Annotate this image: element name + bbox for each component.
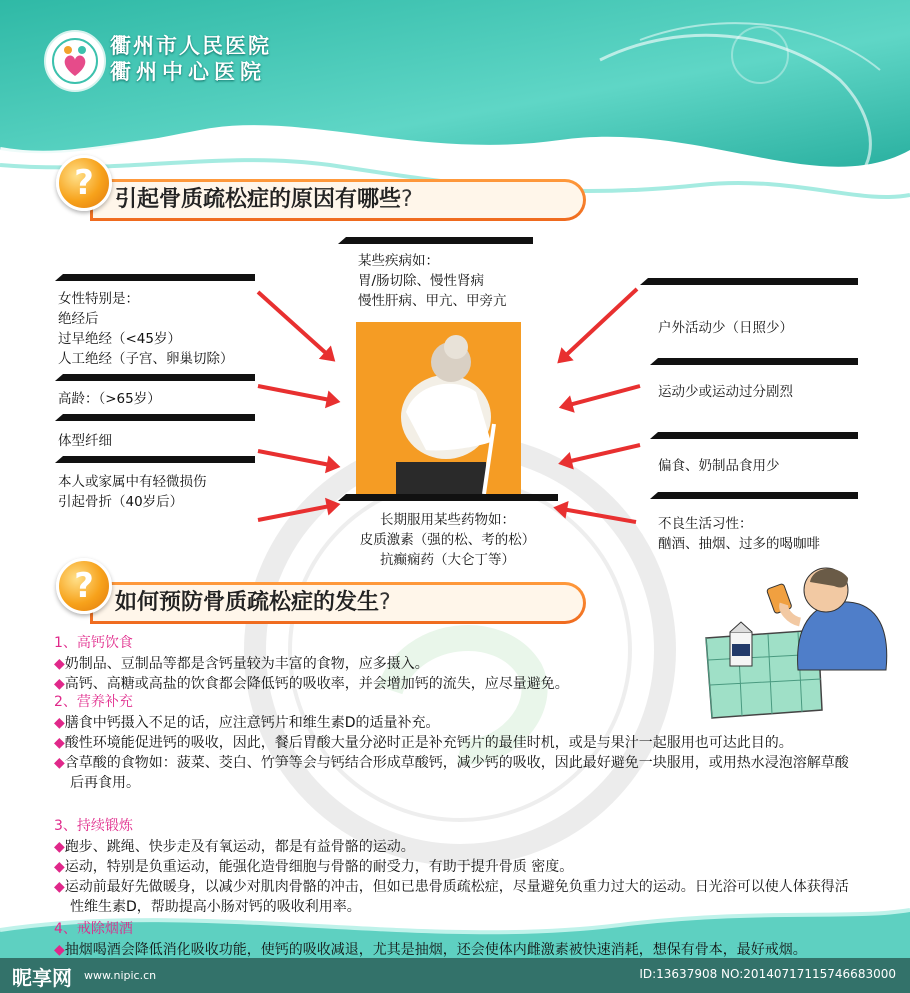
hospital-name-line1: 衢州市人民医院 xyxy=(110,34,271,58)
prevention-list xyxy=(54,633,694,694)
cause-line: 户外活动少（日照少） xyxy=(658,320,793,336)
bullet-diamond-icon: ◆ xyxy=(54,676,65,692)
cause-bottom-line: 抗癫痫药（大仑丁等） xyxy=(380,552,515,568)
cause-right-4 xyxy=(658,514,820,554)
cause-left-bar xyxy=(55,456,255,463)
red-arrow-icon xyxy=(559,288,639,363)
list-item: ◆高钙、高糖或高盐的饮食都会降低钙的吸收率，并会增加钙的流失，应尽量避免。 xyxy=(54,676,569,692)
prevention-list xyxy=(54,816,854,917)
list-item: ◆含草酸的食物如：菠菜、茭白、竹笋等会与钙结合形成草酸钙，减少钙的吸收，因此最好避免一块服用，或用热水浸泡溶解草酸后再食用。 xyxy=(54,755,849,791)
cause-line: 酗酒、抽烟、过多的喝咖啡 xyxy=(658,536,820,552)
hospital-name-line2: 衢州中心医院 xyxy=(110,60,266,84)
bullet-diamond-icon: ◆ xyxy=(54,656,65,672)
question-mark-icon: ? xyxy=(56,155,112,211)
cause-line: 运动少或运动过分剧烈 xyxy=(658,384,793,400)
cause-left-1 xyxy=(58,289,234,369)
section1-title: 引起骨质疏松症的原因有哪些 xyxy=(115,187,402,212)
source-site-name: 昵享网 xyxy=(12,966,72,990)
cause-line: 高龄：（>65岁） xyxy=(58,391,161,407)
group-heading: 4、戒除烟酒 xyxy=(54,921,133,937)
cause-left-bar xyxy=(55,374,255,381)
group-heading: 1、高钙饮食 xyxy=(54,635,133,651)
cause-left-bar xyxy=(55,274,255,281)
prevention-list xyxy=(54,692,854,793)
cause-top-line: 慢性肝病、甲亢、甲旁亢 xyxy=(358,293,507,309)
cause-left-4 xyxy=(58,472,207,512)
cause-top-line: 某些疾病如： xyxy=(358,253,439,269)
bullet-diamond-icon: ◆ xyxy=(54,715,65,731)
bullet-diamond-icon: ◆ xyxy=(54,859,65,875)
bullet-diamond-icon: ◆ xyxy=(54,879,65,895)
image-id-text: ID:13637908 NO:20140717115746683000 xyxy=(639,967,896,981)
cause-left-bar xyxy=(55,414,255,421)
cause-top-line: 胃/肠切除、慢性肾病 xyxy=(358,273,485,289)
source-site-url: www.nipic.cn xyxy=(84,969,157,982)
cause-bottom-line: 皮质激素（强的松、考的松） xyxy=(359,532,536,548)
cause-bottom-bar xyxy=(338,494,558,501)
section2-title: 如何预防骨质疏松症的发生 xyxy=(115,590,380,615)
group-heading: 2、营养补充 xyxy=(54,694,133,710)
bullet-diamond-icon: ◆ xyxy=(54,735,65,751)
section2-title-qmark: ? xyxy=(379,590,391,615)
cause-line: 偏食、奶制品食用少 xyxy=(658,458,780,474)
prevention-list xyxy=(54,919,854,960)
bullet-diamond-icon: ◆ xyxy=(54,839,65,855)
cause-line: 绝经后 xyxy=(58,311,99,327)
cause-line: 引起骨折（40岁后） xyxy=(58,494,184,510)
source-watermark xyxy=(0,958,910,993)
list-item: ◆运动，特别是负重运动，能强化造骨细胞与骨骼的耐受力，有助于提升骨质 密度。 xyxy=(54,859,574,875)
red-arrow-icon xyxy=(258,384,337,403)
cause-bottom xyxy=(345,510,550,570)
red-arrow-icon xyxy=(562,384,640,409)
cause-line: 本人或家属中有轻微损伤 xyxy=(58,474,207,490)
hospital-logo-icon xyxy=(44,30,106,92)
cause-line: 女性特别是： xyxy=(58,291,139,307)
group-heading: 3、持续锻炼 xyxy=(54,818,133,834)
cause-left-2 xyxy=(58,389,161,409)
cause-top-bar xyxy=(338,237,533,244)
cause-line: 人工绝经（子宫、卵巢切除） xyxy=(58,351,234,367)
list-item: ◆膳食中钙摄入不足的话，应注意钙片和维生素D的适量补充。 xyxy=(54,715,440,731)
question-mark-icon: ? xyxy=(56,558,112,614)
list-item: ◆跑步、跳绳、快步走及有氧运动，都是有益骨骼的运动。 xyxy=(54,839,415,855)
cause-right-bar xyxy=(650,432,858,439)
section1-title-banner xyxy=(90,179,586,221)
cause-bottom-line: 长期服用某些药物如： xyxy=(380,512,515,528)
red-arrow-icon xyxy=(257,291,334,361)
list-item: ◆奶制品、豆制品等都是含钙量较为丰富的食物，应多摄入。 xyxy=(54,656,429,672)
list-item: ◆抽烟喝酒会降低消化吸收功能，使钙的吸收减退，尤其是抽烟，还会使体内雌激素被快速消耗，想保有骨本，最好戒烟。 xyxy=(54,942,807,958)
cause-right-2 xyxy=(658,382,793,402)
bullet-diamond-icon: ◆ xyxy=(54,942,65,958)
list-item: ◆运动前最好先做暖身，以减少对肌肉骨骼的冲击，但如已患骨质疏松症，尽量避免负重力过大的运动。日光浴可以使人体获得活性维生素D，帮助提高小肠对钙的吸收利用率。 xyxy=(54,879,849,915)
cause-right-1 xyxy=(658,318,793,338)
cause-line: 体型纤细 xyxy=(58,433,112,449)
cause-top xyxy=(358,251,507,311)
cause-left-3 xyxy=(58,431,112,451)
bullet-diamond-icon: ◆ xyxy=(54,755,65,771)
list-item: ◆酸性环境能促进钙的吸收，因此，餐后胃酸大量分泌时正是补充钙片的最佳时机，或是与果汁一起服用也可达此目的。 xyxy=(54,735,793,751)
section1-title-qmark: ? xyxy=(401,187,413,212)
cause-right-bar xyxy=(640,278,858,285)
cause-right-3 xyxy=(658,456,780,476)
cause-right-bar xyxy=(650,492,858,499)
cause-right-bar xyxy=(650,358,858,365)
elderly-woman-photo xyxy=(356,322,521,494)
cause-line: 过早绝经（<45岁） xyxy=(58,331,181,347)
section2-title-banner xyxy=(90,582,586,624)
cause-line: 不良生活习性： xyxy=(658,516,753,532)
